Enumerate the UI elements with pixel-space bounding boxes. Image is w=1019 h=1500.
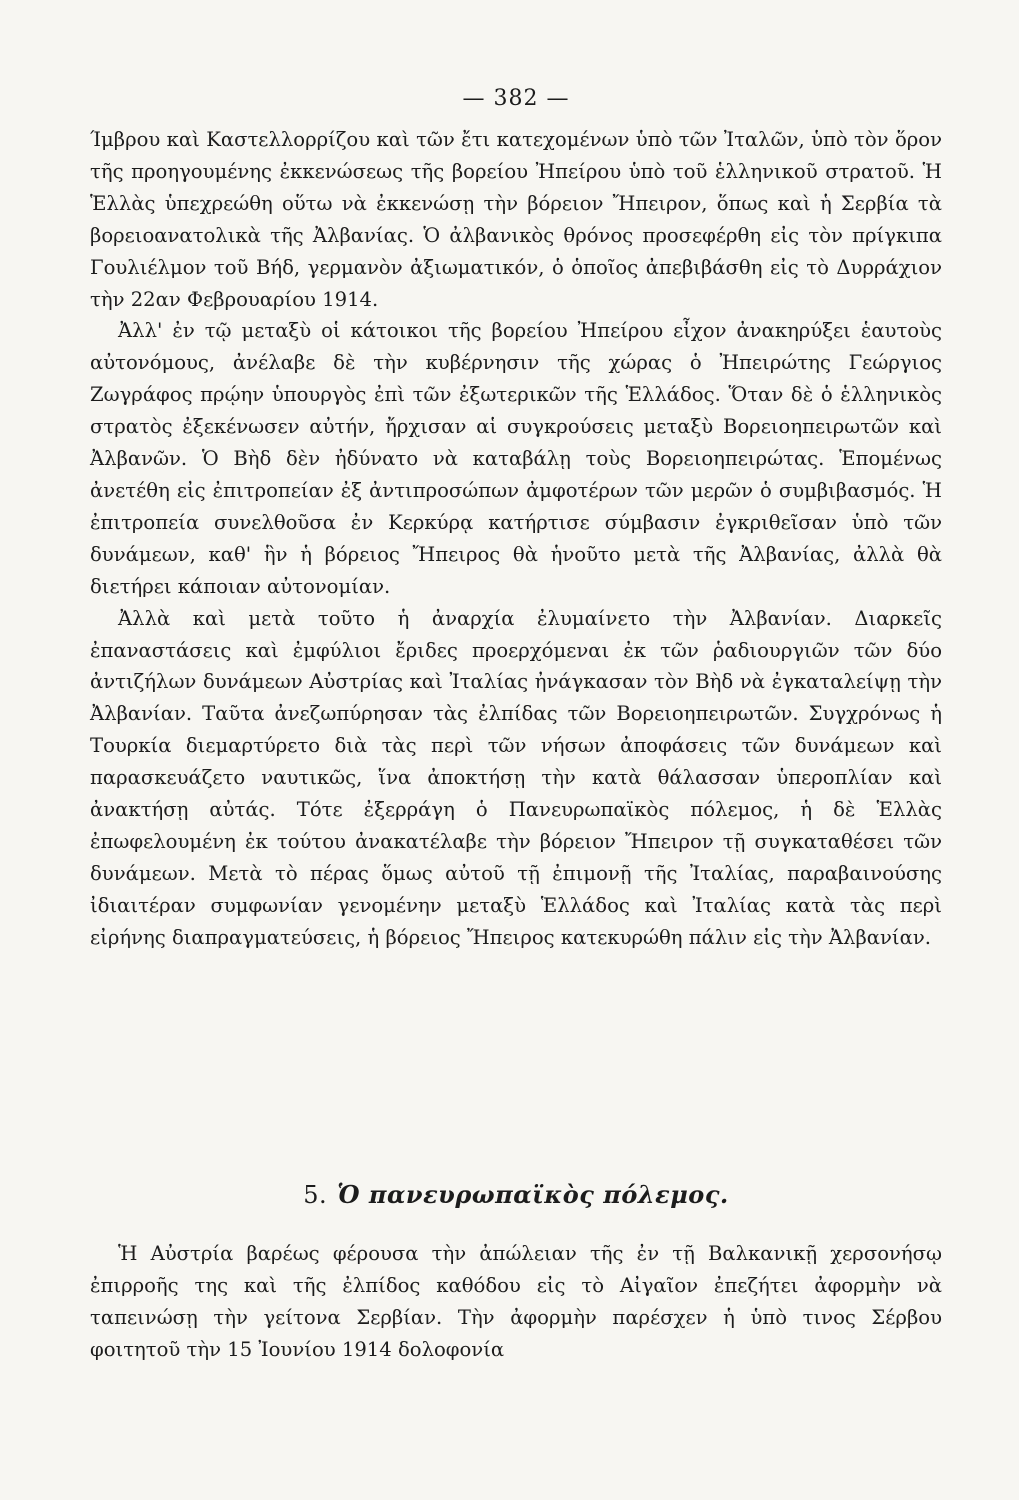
body-text bbox=[90, 124, 942, 954]
page-number: — 382 — bbox=[462, 86, 570, 111]
section-title: Ὁ πανευρωπαϊκὸς πόλεμος. bbox=[337, 1180, 729, 1209]
book-page bbox=[90, 0, 942, 1500]
section-paragraph: Ἡ Αὐστρία βαρέως φέρουσα τὴν ἀπώλειαν τῆς ἐν τῇ Βαλκανικῇ χερσονήσῳ ἐπιρροῆς της καὶ τῆς ἐλπίδος καθόδου εἰς τὸ Αἰγαῖον ἐπεζήτει ἀφορμὴν νὰ ταπεινώσῃ τὴν γείτονα Σερβίαν. Τὴν ἀφορμὴν παρέσχεν ἡ ὑπὸ τινος Σέρβου φοιτητοῦ τὴν 15 Ἰουνίου 1914 δολοφονία bbox=[90, 1242, 942, 1361]
section-text bbox=[90, 1238, 942, 1366]
paragraph-2: Ἀλλ' ἐν τῷ μεταξὺ οἱ κάτοικοι τῆς βορείου Ἠπείρου εἶχον ἀνακηρύξει ἑαυτοὺς αὐτονόμους, ἀνέλαβε δὲ τὴν κυβέρνησιν τῆς χώρας ὁ Ἠπειρώτης Γεώργιος Ζωγράφος πρῴην ὑπουργὸς ἐπὶ τῶν ἐξωτερικῶν τῆς Ἑλλάδος. Ὅταν δὲ ὁ ἑλληνικὸς στρατὸς ἐξεκένωσεν αὐτήν, ἤρχισαν αἱ συγκρούσεις μεταξὺ Βορειοηπειρωτῶν καὶ Ἀλβανῶν. Ὁ Βὴδ δὲν ἠδύνατο νὰ καταβάλῃ τοὺς Βορειοηπειρώτας. Ἑπομένως ἀνετέθη εἰς ἐπιτροπείαν ἐξ ἀντιπροσώπων ἀμφοτέρων τῶν μερῶν ὁ συμβιβασμός. Ἡ ἐπιτροπεία συνελθοῦσα ἐν Κερκύρᾳ κατήρτισε σύμβασιν ἐγκριθεῖσαν ὑπὸ τῶν δυνάμεων, καθ' ἣν ἡ βόρειος Ἤπειρος θὰ ἡνοῦτο μετὰ τῆς Ἀλβανίας, ἀλλὰ θὰ διετήρει κάποιαν αὐτονομίαν. bbox=[90, 319, 942, 598]
paragraph-1: Ίμβρου καὶ Καστελλορρίζου καὶ τῶν ἔτι κατεχομένων ὑπὸ τῶν Ἰταλῶν, ὑπὸ τὸν ὅρον τῆς προηγουμένης ἐκκενώσεως τῆς βορείου Ἠπείρου ὑπὸ τοῦ ἑλληνικοῦ στρατοῦ. Ἡ Ἑλλὰς ὑπεχρεώθη οὕτω νὰ ἐκκενώσῃ τὴν βόρειον Ἤπειρον, ὅπως καὶ ἡ Σερβία τὰ βορειοανατολικὰ τῆς Ἀλβανίας. Ὁ ἀλβανικὸς θρόνος προσεφέρθη εἰς τὸν πρίγκιπα Γουλιέλμον τοῦ Βήδ, γερμανὸν ἀξιωματικόν, ὁ ὁποῖος ἀπεβιβάσθη εἰς τὸ Δυρράχιον τὴν 22αν Φεβρουαρίου 1914. bbox=[90, 128, 942, 311]
paragraph-3: Ἀλλὰ καὶ μετὰ τοῦτο ἡ ἀναρχία ἐλυμαίνετο τὴν Ἀλβανίαν. Διαρκεῖς ἐπαναστάσεις καὶ ἐμφύλιοι ἔριδες προερχόμεναι ἐκ τῶν ῥαδιουργιῶν τῶν δύο ἀντιζήλων δυνάμεων Αὐστρίας καὶ Ἰταλίας ἠνάγκασαν τὸν Βὴδ νὰ ἐγκαταλείψῃ τὴν Ἀλβανίαν. Ταῦτα ἀνεζωπύρησαν τὰς ἐλπίδας τῶν Βορειοηπειρωτῶν. Συγχρόνως ἡ Τουρκία διεμαρτύρετο διὰ τὰς περὶ τῶν νήσων ἀποφάσεις τῶν δυνάμεων καὶ παρασκευάζετο ναυτικῶς, ἵνα ἀποκτήσῃ τὴν κατὰ θάλασσαν ὑπεροπλίαν καὶ ἀνακτήσῃ αὐτάς. Τότε ἐξερράγη ὁ Πανευρωπαϊκὸς πόλεμος, ἡ δὲ Ἑλλὰς ἐπωφελουμένη ἐκ τούτου ἀνακατέλαβε τὴν βόρειον Ἤπειρον τῇ συγκαταθέσει τῶν δυνάμεων. Μετὰ τὸ πέρας ὅμως αὐτοῦ τῇ ἐπιμονῇ τῆς Ἰταλίας, παραβαινούσης ἰδιαιτέραν συμφωνίαν γενομένην μεταξὺ Ἑλλάδος καὶ Ἰταλίας κατὰ τὰς περὶ εἰρήνης διαπραγματεύσεις, ἡ βόρειος Ἤπειρος κατεκυρώθη πάλιν εἰς τὴν Ἀλβανίαν. bbox=[90, 606, 942, 949]
section-heading bbox=[90, 1180, 942, 1209]
section-number: 5. bbox=[303, 1181, 328, 1209]
